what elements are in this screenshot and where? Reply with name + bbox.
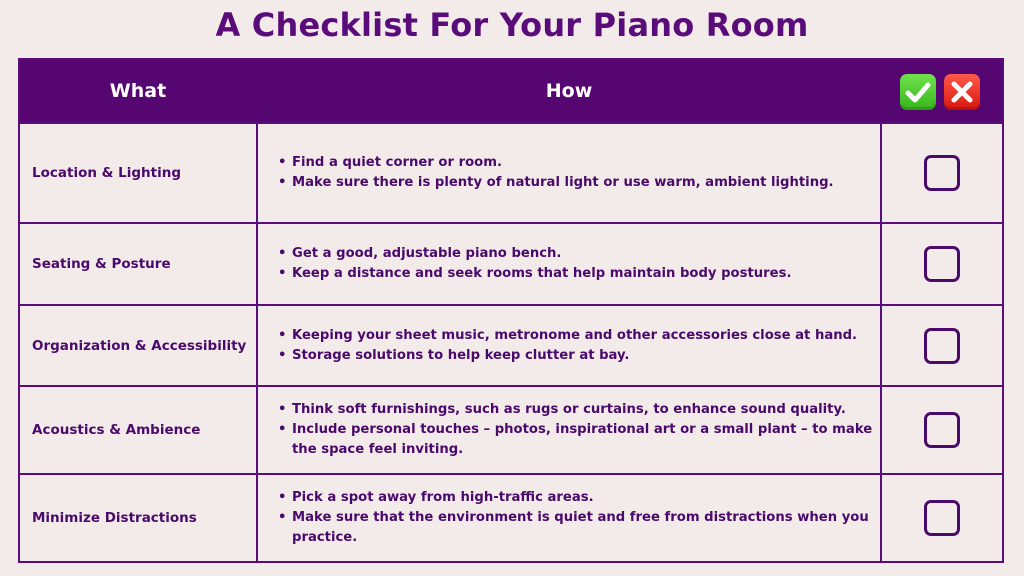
table-row bbox=[20, 304, 1002, 385]
row-check-cell bbox=[882, 306, 1002, 385]
page-title: A Checklist For Your Piano Room bbox=[215, 6, 809, 44]
table-header bbox=[20, 60, 1002, 122]
row-check-cell bbox=[882, 387, 1002, 473]
checkbox-acoustics-ambience[interactable] bbox=[924, 412, 960, 448]
table-row bbox=[20, 473, 1002, 561]
row-how bbox=[256, 306, 882, 385]
checkbox-organization-accessibility[interactable] bbox=[924, 328, 960, 364]
cross-mark-icon bbox=[944, 74, 980, 110]
row-what: Acoustics & Ambience bbox=[32, 422, 201, 438]
list-item: • Make sure there is plenty of natural light or use warm, ambient lighting. bbox=[292, 173, 834, 193]
list-item: • Keep a distance and seek rooms that help maintain body postures. bbox=[292, 264, 791, 284]
list-item: • Find a quiet corner or room. bbox=[292, 153, 834, 173]
row-check-cell bbox=[882, 124, 1002, 222]
row-what: Seating & Posture bbox=[32, 256, 171, 272]
list-item: • Think soft furnishings, such as rugs or curtains, to enhance sound quality. bbox=[292, 400, 880, 420]
row-how bbox=[256, 224, 882, 304]
header-what: What bbox=[109, 80, 167, 102]
row-check-cell bbox=[882, 475, 1002, 561]
row-how bbox=[256, 387, 882, 473]
checkbox-seating-posture[interactable] bbox=[924, 246, 960, 282]
list-item: • Make sure that the environment is quiet and free from distractions when you practice. bbox=[292, 508, 880, 548]
row-how bbox=[256, 124, 882, 222]
list-item: • Include personal touches – photos, inspirational art or a small plant – to make the space feel inviting. bbox=[292, 420, 880, 460]
list-item: • Get a good, adjustable piano bench. bbox=[292, 244, 791, 264]
list-item: • Storage solutions to help keep clutter at bay. bbox=[292, 346, 857, 366]
header-how: How bbox=[545, 80, 593, 102]
table-row bbox=[20, 222, 1002, 304]
row-how bbox=[256, 475, 882, 561]
row-check-cell bbox=[882, 224, 1002, 304]
checkbox-location-lighting[interactable] bbox=[924, 155, 960, 191]
table-row bbox=[20, 385, 1002, 473]
row-what: Location & Lighting bbox=[32, 165, 181, 181]
check-mark-icon bbox=[900, 74, 936, 110]
checkbox-minimize-distractions[interactable] bbox=[924, 500, 960, 536]
checklist-table bbox=[18, 58, 1004, 563]
list-item: • Keeping your sheet music, metronome and other accessories close at hand. bbox=[292, 326, 857, 346]
list-item: • Pick a spot away from high-traffic areas. bbox=[292, 488, 880, 508]
table-row bbox=[20, 122, 1002, 222]
row-what: Organization & Accessibility bbox=[32, 337, 247, 354]
row-what: Minimize Distractions bbox=[32, 510, 197, 526]
